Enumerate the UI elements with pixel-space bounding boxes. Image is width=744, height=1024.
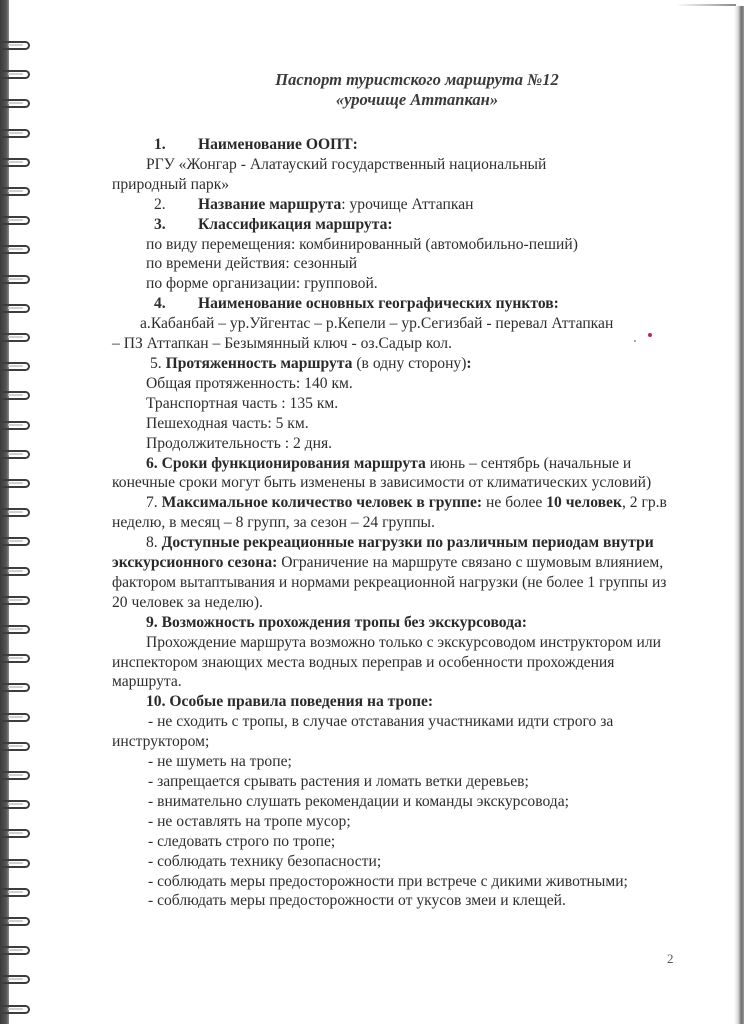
- spiral-coil: [2, 158, 30, 167]
- section-5-line: Пешеходная часть: 5 км.: [146, 414, 309, 432]
- section-4-text-line-1: а.Кабанбай – ур.Уйгентас – р.Кепели – ур.Сегизбай - перевал Аттапкан: [140, 315, 614, 333]
- spiral-coil: [2, 917, 30, 926]
- section-3-heading: 3. Классификация маршрута:: [154, 215, 393, 233]
- rule-item: - не шуметь на тропе;: [148, 753, 292, 771]
- section-6: 6. Сроки функционирования маршрута июнь – сентябрь (начальные и конечные сроки могут быть изменены в зависимости от климатических условий): [112, 454, 652, 492]
- spiral-coil: [2, 625, 30, 634]
- rule-item: - внимательно слушать рекомендации и команды экскурсовода;: [148, 792, 569, 810]
- section-5-line: Продолжительность : 2 дня.: [146, 434, 333, 452]
- rule-item: - не сходить с тропы, в случае отставания участниками идти строго за инструктором;: [112, 713, 614, 751]
- section-5-line: Транспортная часть : 135 км.: [146, 394, 339, 412]
- title-line-1: Паспорт туристского маршрута №12: [275, 70, 559, 89]
- section-9-heading: 9. Возможность прохождения тропы без экскурсовода:: [146, 613, 528, 631]
- page-corner-shadow: [676, 4, 736, 6]
- spiral-coil: [2, 975, 30, 984]
- section-5-line: Общая протяженность: 140 км.: [146, 374, 353, 392]
- spiral-coil: [2, 275, 30, 284]
- spiral-coil: [2, 70, 30, 79]
- spiral-coil: [2, 129, 30, 138]
- spiral-coil: [2, 362, 30, 371]
- spiral-coil: [2, 537, 30, 546]
- spiral-coil: [2, 41, 30, 50]
- spiral-coil: [2, 654, 30, 663]
- section-3-line: по форме организации: групповой.: [146, 275, 378, 293]
- section-1-heading: 1. Наименование ООПТ:: [154, 136, 358, 153]
- section-9-text: Прохождение маршрута возможно только с экскурсоводом инструктором или инспектором знающих места водных переправ и особенности прохождения маршрута.: [112, 633, 661, 691]
- spiral-coil: [2, 829, 30, 838]
- rule-item: - соблюдать меры предосторожности от укусов змеи и клещей.: [148, 892, 566, 910]
- spiral-coil: [2, 596, 30, 605]
- section-4-heading: 4. Наименование основных географических пунктов:: [154, 295, 559, 313]
- spiral-coil: [2, 771, 30, 780]
- section-3-line: по виду перемещения: комбинированный (автомобильно-пеший): [146, 235, 578, 253]
- document-page: [112, 70, 682, 911]
- spiral-coil: [2, 450, 30, 459]
- spiral-coil: [2, 333, 30, 342]
- section-8: 8. Доступные рекреационные нагрузки по различным периодам внутри экскурсионного сезона: Ограничение на маршруте связано с шумовым влиянием, фактором вытаптывания и нормами рекреационной нагрузки (не более 1 группы из 20 человек за неделю).: [112, 534, 667, 611]
- section-4-text-line-2: – ПЗ Аттапкан – Безымянный ключ - оз.Садыр кол.: [112, 335, 452, 353]
- document-title: [152, 70, 682, 110]
- title-line-2: «урочище Аттапкан»: [335, 90, 499, 109]
- spiral-coil: [2, 800, 30, 809]
- spiral-coil: [2, 421, 30, 430]
- section-1-text-line-1: РГУ «Жонгар - Алатауский государственный национальный: [146, 155, 547, 173]
- section-10-heading: 10. Особые правила поведения на тропе:: [146, 693, 434, 711]
- spiral-coil: [2, 683, 30, 692]
- section-5-heading: 5. Протяженность маршрута (в одну сторону):: [150, 354, 472, 372]
- spiral-coil: [2, 713, 30, 722]
- spiral-coil: [2, 391, 30, 400]
- section-3-line: по времени действия: сезонный: [146, 255, 358, 273]
- section-7: 7. Максимальное количество человек в группе: не более 10 человек, 2 гр.в неделю, в месяц – 8 групп, за сезон – 24 группы.: [112, 494, 667, 532]
- spiral-coil: [2, 567, 30, 576]
- spiral-coil: [2, 216, 30, 225]
- spiral-coil: [2, 859, 30, 868]
- spiral-coil: [2, 187, 30, 196]
- rule-item: - запрещается срывать растения и ломать ветки деревьев;: [148, 773, 529, 790]
- spiral-coil: [2, 742, 30, 751]
- spiral-coil: [2, 245, 30, 254]
- spiral-coil: [2, 1005, 30, 1014]
- rule-item: - соблюдать технику безопасности;: [148, 852, 382, 870]
- section-1-text-line-2: природный парк»: [112, 175, 230, 193]
- spiral-coil: [2, 508, 30, 517]
- spiral-coil: [2, 946, 30, 955]
- spiral-coil: [2, 479, 30, 488]
- spiral-binding-coils: [0, 0, 40, 1024]
- spiral-coil: [2, 99, 30, 108]
- rule-item: - следовать строго по тропе;: [148, 832, 336, 850]
- spiral-coil: [2, 304, 30, 313]
- page-edge-shadow: [734, 6, 744, 1024]
- rule-item: - соблюдать меры предосторожности при встрече с дикими животными;: [148, 872, 628, 890]
- section-2: 2. Название маршрута: урочище Аттапкан: [154, 195, 474, 213]
- spiral-coil: [2, 888, 30, 897]
- rule-item: - не оставлять на тропе мусор;: [148, 812, 351, 830]
- page-number: 2: [667, 951, 674, 966]
